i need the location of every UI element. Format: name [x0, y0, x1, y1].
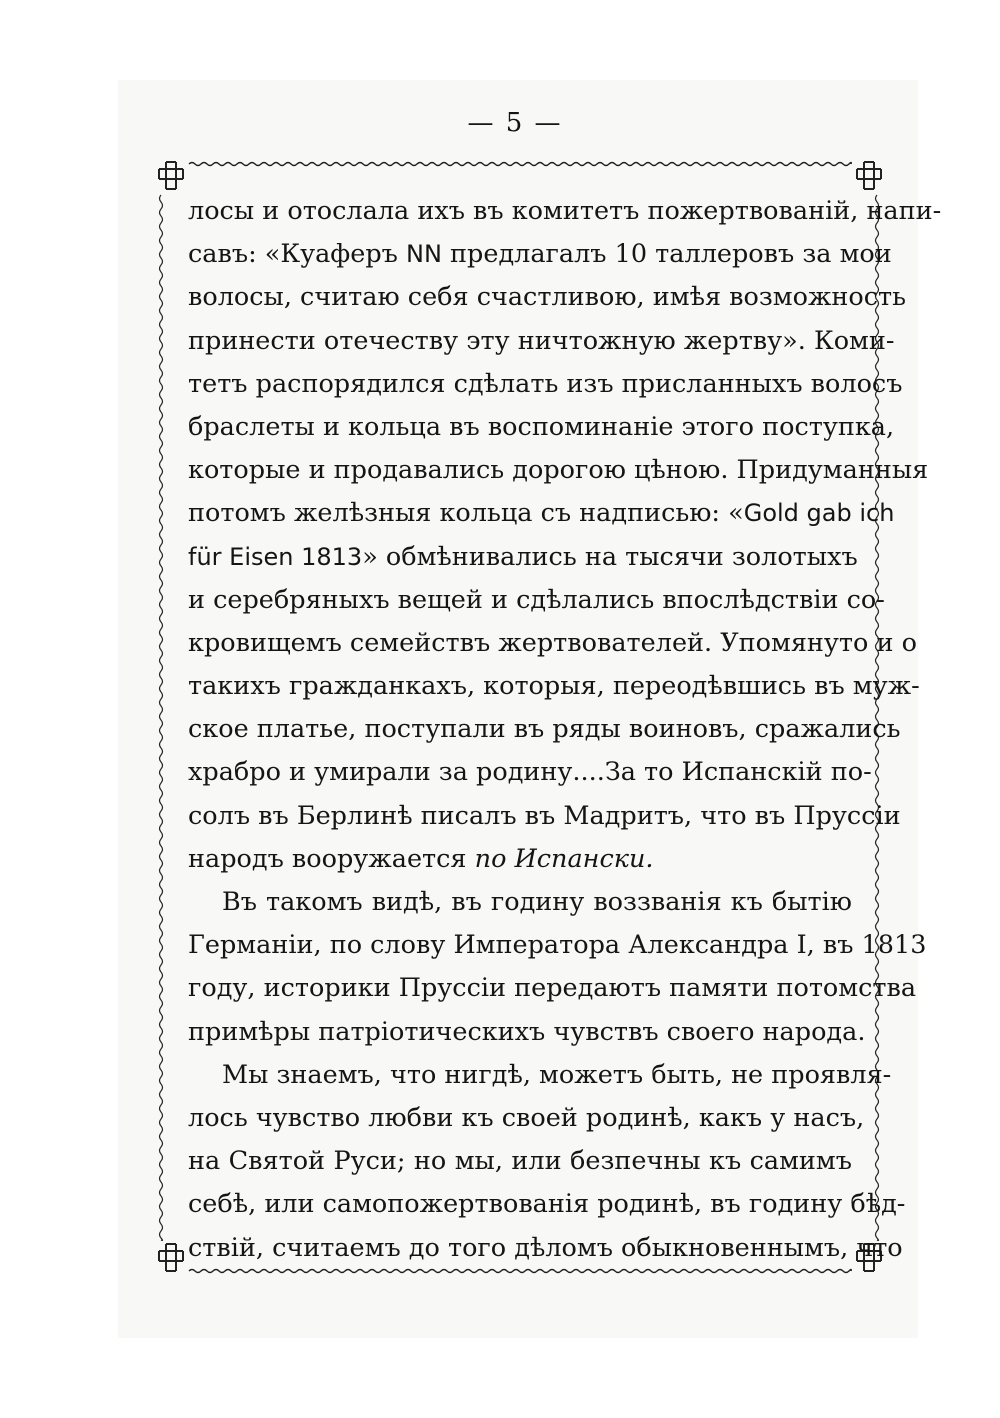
wavy-border-top — [189, 163, 851, 166]
text-line — [188, 795, 901, 838]
paragraph — [188, 190, 942, 881]
text-line — [188, 665, 920, 708]
text-line — [188, 1183, 906, 1226]
text-segment: себѣ, или самопожертвованія родинѣ, въ годину бѣд- — [188, 1189, 906, 1220]
text-line — [188, 967, 917, 1010]
text-segment: савъ: «Куаферъ — [188, 239, 407, 270]
text-segment: предлагалъ 10 таллеровъ за мои — [441, 239, 892, 270]
page-number: — 5 — — [467, 108, 563, 138]
text-segment: и серебряныхъ вещей и сдѣлались впослѣдствіи со- — [188, 584, 885, 615]
text-segment: солъ въ Берлинѣ писалъ въ Мадритъ, что въ Пруссіи — [188, 800, 901, 831]
text-line — [188, 190, 942, 233]
text-line — [188, 708, 901, 751]
text-line — [188, 276, 907, 319]
text-line — [188, 1140, 852, 1183]
text-segment: Германіи, по слову Императора Александра I, въ 1813 — [188, 930, 927, 961]
text-line — [188, 881, 852, 924]
text-segment: Мы знаемъ, что нигдѣ, можетъ быть, не проявля- — [222, 1059, 892, 1090]
text-segment: Gold gab ich — [743, 499, 895, 528]
text-segment: году, историки Пруссіи передаютъ памяти потомства — [188, 973, 917, 1004]
text-segment: волосы, считаю себя счастливою, имѣя возможность — [188, 282, 907, 313]
text-line — [188, 1227, 903, 1270]
corner-knot-icon — [159, 1244, 183, 1271]
text-segment: лось чувство любви къ своей родинѣ, какъ у насъ, — [188, 1102, 865, 1133]
text-segment: ское платье, поступали въ ряды воиновъ, сражались — [188, 714, 901, 745]
text-line — [188, 320, 895, 363]
text-line — [188, 751, 872, 794]
wavy-border-left — [160, 195, 163, 1240]
text-line — [188, 924, 927, 967]
text-segment: потомъ желѣзныя кольца съ надписью: « — [188, 498, 744, 529]
text-line — [188, 622, 917, 665]
text-line — [188, 363, 903, 406]
text-segment: кровищемъ семействъ жертвователей. Упомянуто и о — [188, 627, 917, 658]
text-segment: на Святой Руси; но мы, или безпечны къ самимъ — [188, 1146, 852, 1177]
text-line — [188, 449, 929, 492]
text-segment: принести отечеству эту ничтожную жертву». Коми- — [188, 325, 895, 356]
text-line — [188, 492, 895, 535]
text-segment: тетъ распорядился сдѣлать изъ присланныхъ волосъ — [188, 368, 903, 399]
text-segment: по Испански. — [474, 843, 654, 874]
text-line — [188, 536, 858, 579]
text-segment: für Eisen 1813 — [188, 542, 363, 571]
text-segment: Въ такомъ видѣ, въ годину воззванія къ бытію — [222, 887, 852, 917]
text-line — [188, 1097, 865, 1140]
text-line — [188, 233, 892, 276]
text-segment: ствій, считаемъ до того дѣломъ обыкновеннымъ, что — [188, 1232, 903, 1263]
text-segment: такихъ гражданкахъ, которыя, переодѣвшись въ муж- — [188, 671, 920, 702]
corner-knot-icon — [857, 162, 881, 189]
text-segment: лосы и отослала ихъ въ комитетъ пожертвованій, напи- — [188, 196, 942, 226]
text-segment: » обмѣнивались на тысячи золотыхъ — [362, 541, 858, 572]
paragraph — [188, 1054, 906, 1270]
corner-knot-icon — [159, 162, 183, 189]
text-segment: примѣры патріотическихъ чувствъ своего народа. — [188, 1016, 866, 1047]
paragraph — [188, 881, 927, 1054]
text-line — [188, 1011, 866, 1054]
body-text — [188, 190, 942, 1270]
text-line — [188, 579, 885, 622]
wavy-border-bottom — [189, 1270, 851, 1273]
text-segment: народъ вооружается — [188, 843, 475, 874]
text-line — [188, 838, 852, 881]
text-segment: храбро и умирали за родину....За то Испанскій по- — [188, 757, 872, 788]
text-segment: которые и продавались дорогою цѣною. Придуманныя — [188, 455, 929, 486]
text-segment: браслеты и кольца въ воспоминаніе этого поступка, — [188, 411, 895, 442]
text-segment: NN — [406, 240, 442, 269]
text-line — [188, 1054, 892, 1097]
text-line — [188, 406, 895, 449]
